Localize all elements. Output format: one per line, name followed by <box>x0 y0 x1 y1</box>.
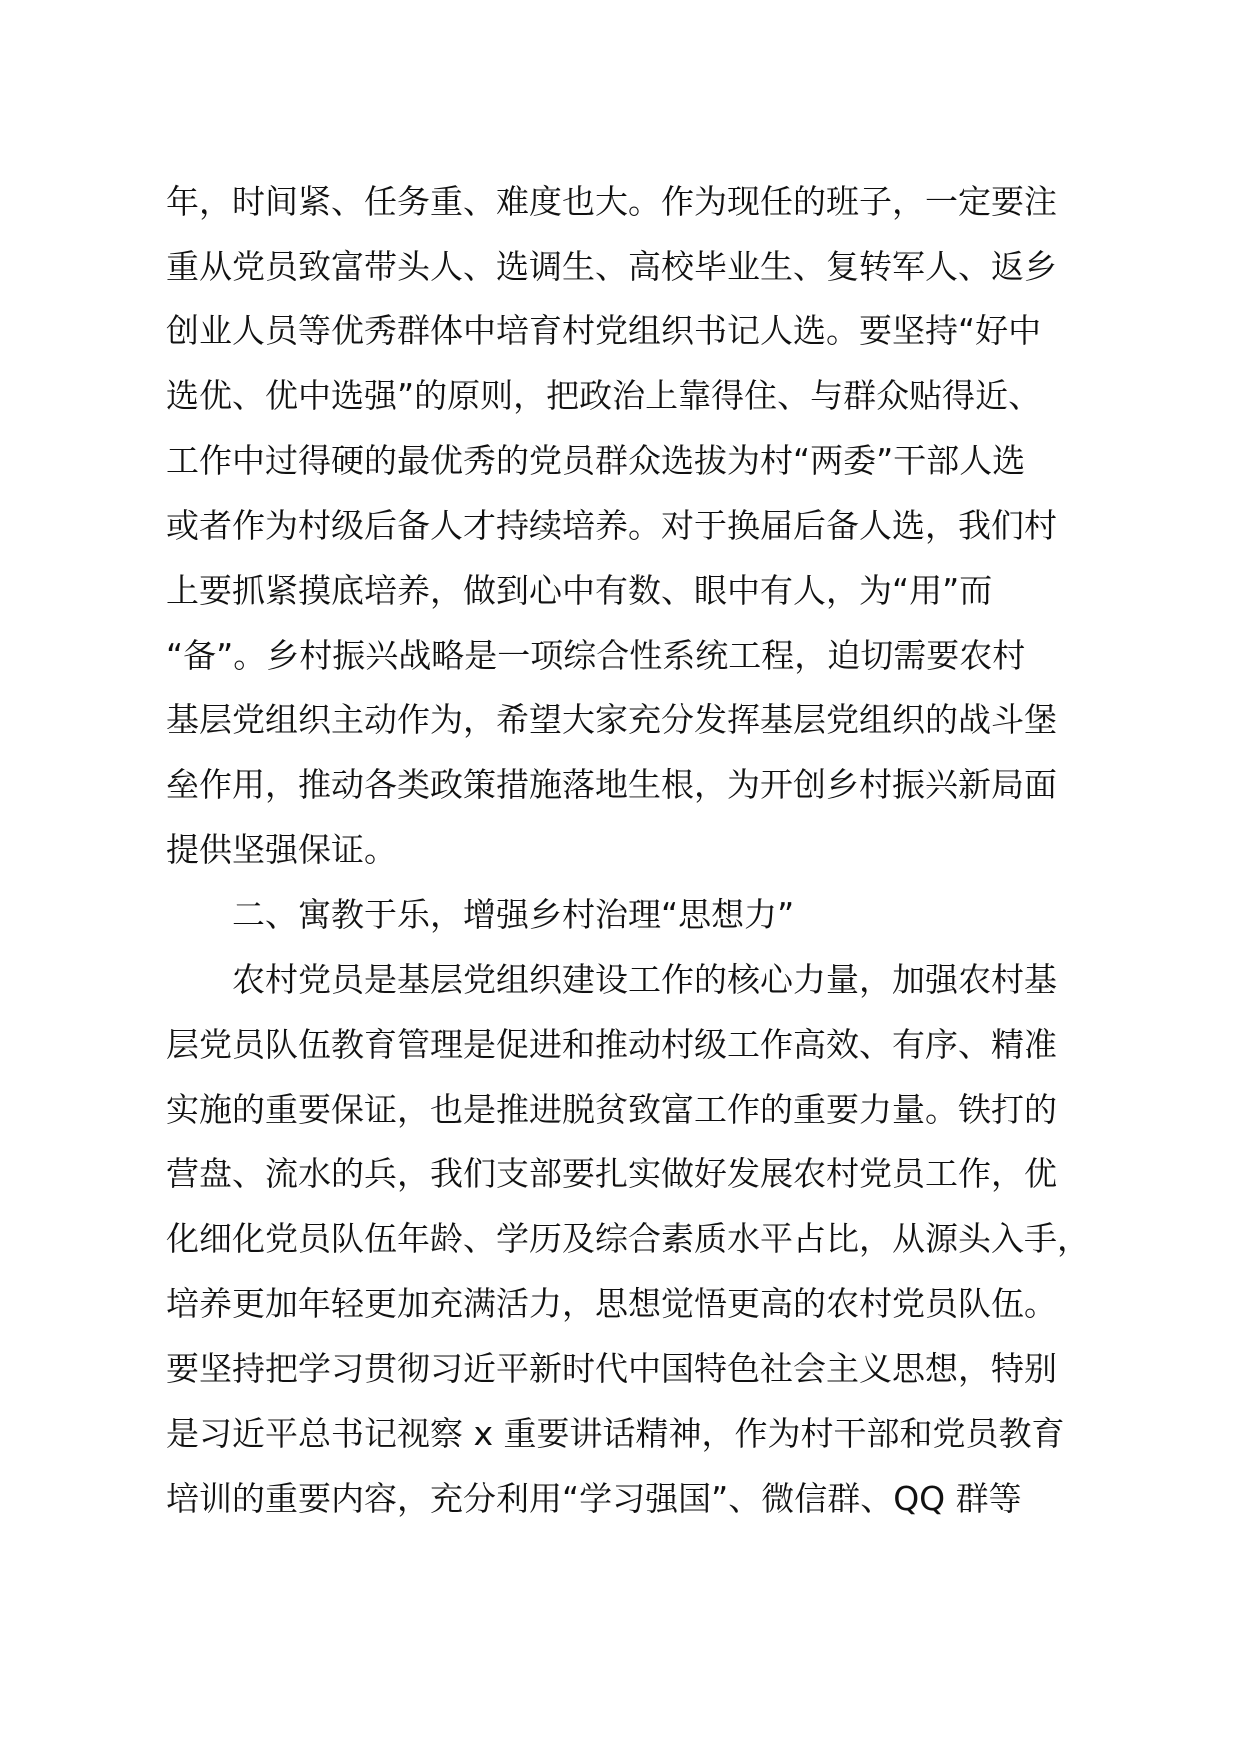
text-line-5: 工作中过得硬的最优秀的党员群众选拔为村“两委”干部人选 <box>166 441 1026 480</box>
text-line-7: 上要抓紧摸底培养，做到心中有数、眼中有人，为“用”而 <box>166 571 993 610</box>
text-line-11: 提供坚强保证。 <box>166 830 397 869</box>
text-line-15: 实施的重要保证，也是推进脱贫致富工作的重要力量。铁打的 <box>166 1090 1057 1129</box>
text-line-1: 年，时间紧、任务重、难度也大。作为现任的班子，一定要注 <box>166 182 1057 221</box>
text-line-18: 培养更加年轻更加充满活力，思想觉悟更高的农村党员队伍。 <box>166 1284 1057 1323</box>
text-line-14: 层党员队伍教育管理是促进和推动村级工作高效、有序、精准 <box>166 1025 1057 1064</box>
section-heading: 二、寓教于乐，增强乡村治理“思想力” <box>232 895 795 934</box>
text-line-8: “备”。乡村振兴战略是一项综合性系统工程，迫切需要农村 <box>166 636 1026 675</box>
text-line-3: 创业人员等优秀群体中培育村党组织书记人选。要坚持“好中 <box>166 311 1042 350</box>
text-line-20: 是习近平总书记视察 x 重要讲话精神，作为村干部和党员教育 <box>166 1414 1065 1453</box>
text-line-19: 要坚持把学习贯彻习近平新时代中国特色社会主义思想，特别 <box>166 1349 1057 1388</box>
text-line-17: 化细化党员队伍年龄、学历及综合素质水平占比，从源头入手， <box>166 1219 1090 1258</box>
text-line-2: 重从党员致富带头人、选调生、高校毕业生、复转军人、返乡 <box>166 247 1057 286</box>
text-line-10: 垒作用，推动各类政策措施落地生根，为开创乡村振兴新局面 <box>166 765 1057 804</box>
text-line-13: 农村党员是基层党组织建设工作的核心力量，加强农村基 <box>232 960 1057 999</box>
text-line-6: 或者作为村级后备人才持续培养。对于换届后备人选，我们村 <box>166 506 1057 545</box>
text-line-16: 营盘、流水的兵，我们支部要扎实做好发展农村党员工作，优 <box>166 1154 1057 1193</box>
text-line-21: 培训的重要内容，充分利用“学习强国”、微信群、QQ 群等 <box>166 1479 1022 1518</box>
text-line-4: 选优、优中选强”的原则，把政治上靠得住、与群众贴得近、 <box>166 376 1042 415</box>
text-line-9: 基层党组织主动作为，希望大家充分发挥基层党组织的战斗堡 <box>166 700 1057 739</box>
